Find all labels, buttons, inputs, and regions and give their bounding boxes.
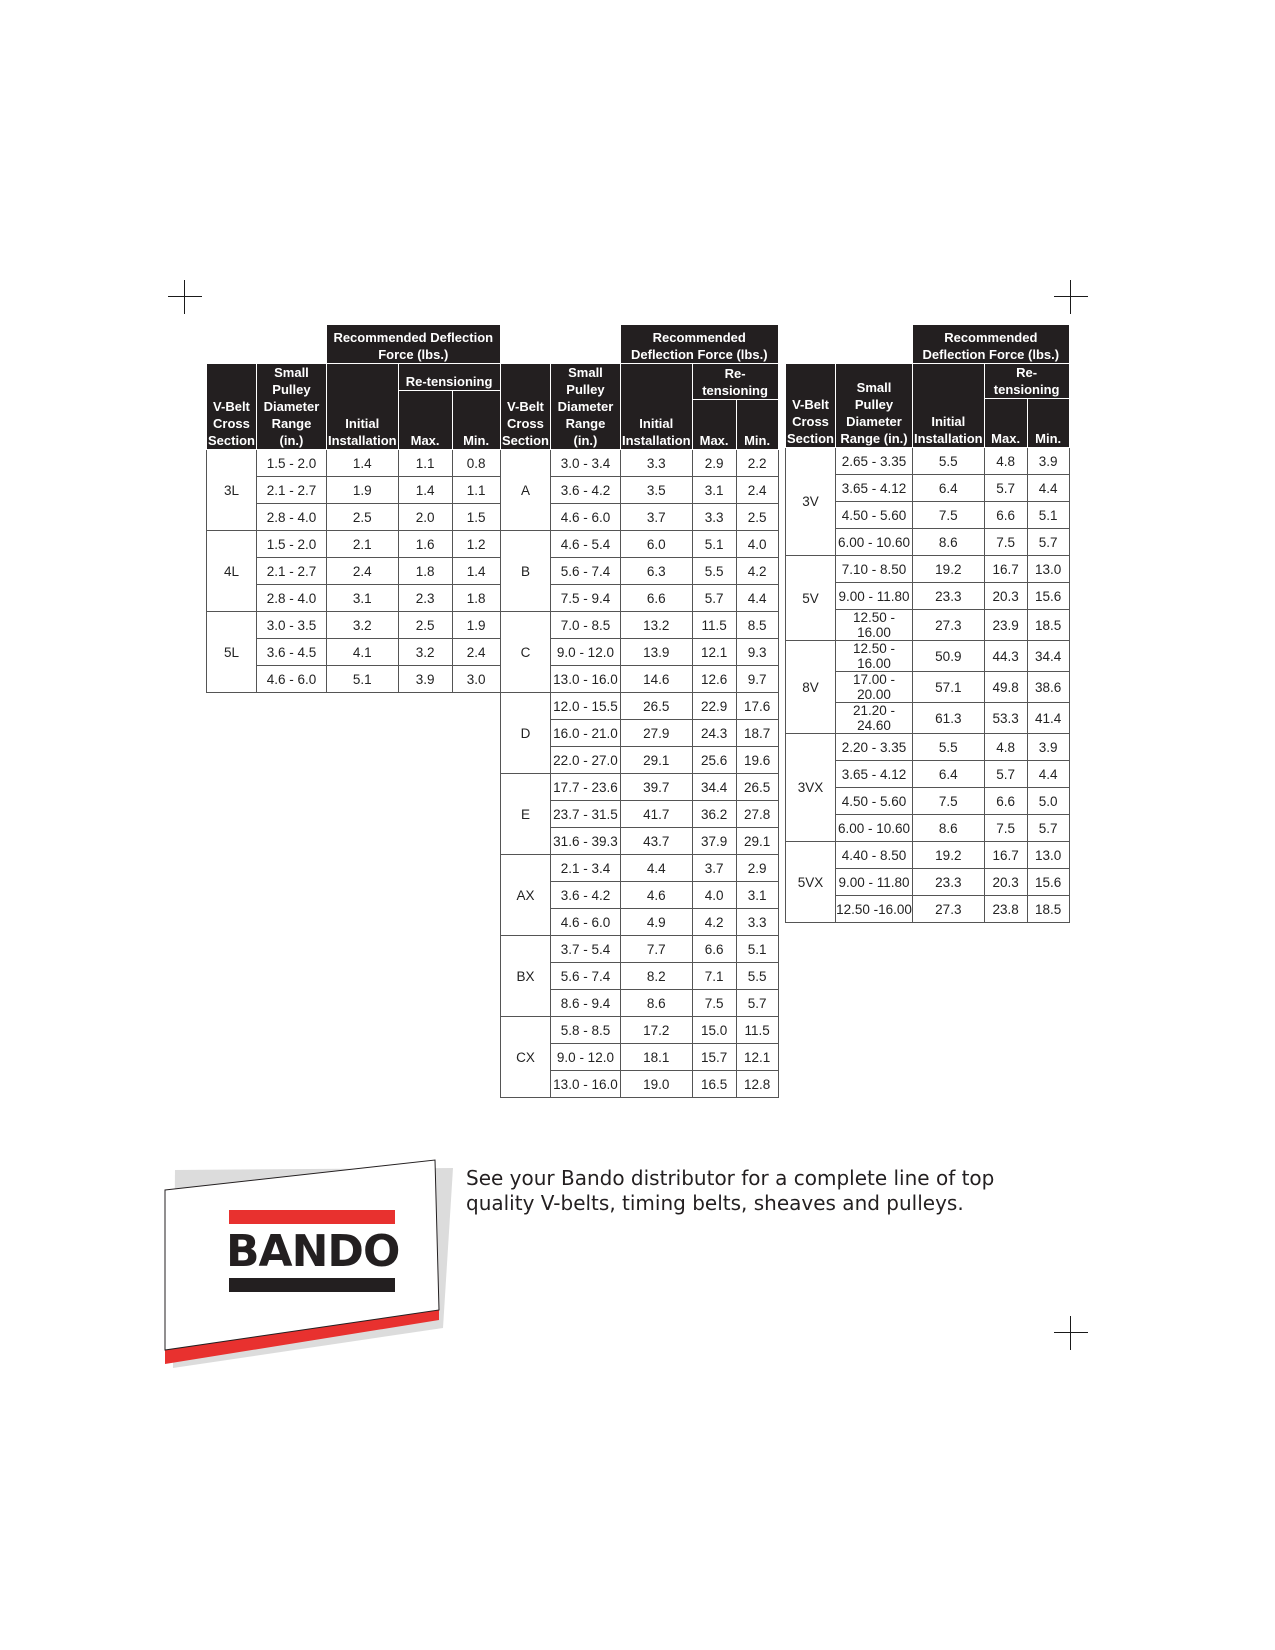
header-min: Min.: [736, 399, 778, 449]
min-force-cell: 29.1: [736, 828, 778, 855]
initial-force-cell: 3.2: [326, 612, 398, 639]
pulley-range-cell: 3.65 - 4.12: [836, 761, 913, 788]
min-force-cell: 38.6: [1027, 672, 1069, 703]
logo-black-bar: [229, 1278, 395, 1292]
table-row: [501, 450, 779, 477]
min-force-cell: 5.7: [1027, 815, 1069, 842]
initial-force-cell: 2.5: [326, 504, 398, 531]
min-force-cell: 1.9: [452, 612, 500, 639]
cross-section-cell: 3L: [207, 450, 257, 531]
header-blank: [786, 325, 913, 364]
max-force-cell: 12.1: [692, 639, 736, 666]
max-force-cell: 6.6: [692, 936, 736, 963]
min-force-cell: 15.6: [1027, 583, 1069, 610]
max-force-cell: 5.7: [692, 585, 736, 612]
pulley-range-cell: 9.0 - 12.0: [550, 1044, 620, 1071]
min-force-cell: 1.5: [452, 504, 500, 531]
max-force-cell: 12.6: [692, 666, 736, 693]
logo-red-bar: [229, 1210, 395, 1224]
initial-force-cell: 6.3: [620, 558, 692, 585]
min-force-cell: 1.2: [452, 531, 500, 558]
header-cross-section: V-Belt Cross Section: [207, 364, 257, 450]
initial-force-cell: 23.3: [913, 583, 985, 610]
pulley-range-cell: 3.0 - 3.5: [256, 612, 326, 639]
max-force-cell: 3.9: [398, 666, 452, 693]
initial-force-cell: 27.3: [913, 610, 985, 641]
deflection-table-narrow: [785, 324, 1070, 923]
header-cross-section: V-Belt Cross Section: [786, 364, 836, 448]
header-retensioning: Re-tensioning: [984, 364, 1069, 399]
header-cross-section: V-Belt Cross Section: [501, 364, 551, 450]
cross-section-cell: 3VX: [786, 734, 836, 842]
pulley-range-cell: 7.5 - 9.4: [550, 585, 620, 612]
min-force-cell: 5.7: [736, 990, 778, 1017]
max-force-cell: 36.2: [692, 801, 736, 828]
min-force-cell: 2.2: [736, 450, 778, 477]
pulley-range-cell: 4.50 - 5.60: [836, 502, 913, 529]
header-pulley-range: Small Pulley Diameter Range (in.): [550, 364, 620, 450]
min-force-cell: 4.2: [736, 558, 778, 585]
max-force-cell: 22.9: [692, 693, 736, 720]
max-force-cell: 3.1: [692, 477, 736, 504]
pulley-range-cell: 9.0 - 12.0: [550, 639, 620, 666]
min-force-cell: 1.8: [452, 585, 500, 612]
max-force-cell: 53.3: [984, 703, 1027, 734]
pulley-range-cell: 12.0 - 15.5: [550, 693, 620, 720]
pulley-range-cell: 3.7 - 5.4: [550, 936, 620, 963]
pulley-range-cell: 2.1 - 2.7: [256, 558, 326, 585]
max-force-cell: 1.8: [398, 558, 452, 585]
min-force-cell: 5.0: [1027, 788, 1069, 815]
header-pulley-range: Small Pulley Diameter Range (in.): [836, 364, 913, 448]
max-force-cell: 7.5: [984, 815, 1027, 842]
min-force-cell: 1.4: [452, 558, 500, 585]
pulley-range-cell: 4.6 - 6.0: [550, 504, 620, 531]
initial-force-cell: 5.5: [913, 448, 985, 475]
table-row: [786, 641, 1070, 672]
pulley-range-cell: 5.8 - 8.5: [550, 1017, 620, 1044]
max-force-cell: 4.8: [984, 734, 1027, 761]
pulley-range-cell: 13.0 - 16.0: [550, 666, 620, 693]
pulley-range-cell: 3.6 - 4.2: [550, 882, 620, 909]
min-force-cell: 5.1: [736, 936, 778, 963]
min-force-cell: 4.0: [736, 531, 778, 558]
max-force-cell: 5.1: [692, 531, 736, 558]
initial-force-cell: 6.0: [620, 531, 692, 558]
min-force-cell: 2.4: [452, 639, 500, 666]
min-force-cell: 18.7: [736, 720, 778, 747]
max-force-cell: 16.7: [984, 842, 1027, 869]
min-force-cell: 15.6: [1027, 869, 1069, 896]
initial-force-cell: 8.6: [620, 990, 692, 1017]
initial-force-cell: 50.9: [913, 641, 985, 672]
pulley-range-cell: 2.20 - 3.35: [836, 734, 913, 761]
max-force-cell: 37.9: [692, 828, 736, 855]
pulley-range-cell: 2.8 - 4.0: [256, 585, 326, 612]
pulley-range-cell: 6.00 - 10.60: [836, 529, 913, 556]
initial-force-cell: 61.3: [913, 703, 985, 734]
cross-section-cell: BX: [501, 936, 551, 1017]
min-force-cell: 41.4: [1027, 703, 1069, 734]
table-row: [501, 612, 779, 639]
deflection-table-classical: [500, 324, 779, 1098]
pulley-range-cell: 2.1 - 3.4: [550, 855, 620, 882]
max-force-cell: 34.4: [692, 774, 736, 801]
max-force-cell: 2.0: [398, 504, 452, 531]
cross-section-cell: 8V: [786, 641, 836, 734]
max-force-cell: 16.5: [692, 1071, 736, 1098]
header-min: Min.: [1027, 399, 1069, 448]
deflection-force-table: [785, 324, 1070, 923]
bando-logo-card: [163, 1158, 463, 1378]
pulley-range-cell: 3.65 - 4.12: [836, 475, 913, 502]
cross-section-cell: CX: [501, 1017, 551, 1098]
min-force-cell: 9.7: [736, 666, 778, 693]
table-row: [501, 855, 779, 882]
initial-force-cell: 7.5: [913, 788, 985, 815]
pulley-range-cell: 12.50 -16.00: [836, 896, 913, 923]
table-row: [501, 936, 779, 963]
initial-force-cell: 3.1: [326, 585, 398, 612]
initial-force-cell: 4.9: [620, 909, 692, 936]
min-force-cell: 3.9: [1027, 448, 1069, 475]
min-force-cell: 18.5: [1027, 610, 1069, 641]
initial-force-cell: 8.6: [913, 529, 985, 556]
cross-section-cell: 5VX: [786, 842, 836, 923]
header-blank: [501, 325, 621, 364]
max-force-cell: 23.9: [984, 610, 1027, 641]
initial-force-cell: 2.1: [326, 531, 398, 558]
deflection-force-table: [500, 324, 779, 1098]
max-force-cell: 20.3: [984, 869, 1027, 896]
max-force-cell: 4.2: [692, 909, 736, 936]
pulley-range-cell: 4.40 - 8.50: [836, 842, 913, 869]
initial-force-cell: 27.9: [620, 720, 692, 747]
max-force-cell: 7.1: [692, 963, 736, 990]
crop-mark-top-left: [168, 280, 202, 314]
pulley-range-cell: 21.20 - 24.60: [836, 703, 913, 734]
pulley-range-cell: 2.1 - 2.7: [256, 477, 326, 504]
pulley-range-cell: 4.50 - 5.60: [836, 788, 913, 815]
table-row: [786, 842, 1070, 869]
header-min: Min.: [452, 391, 500, 450]
initial-force-cell: 7.7: [620, 936, 692, 963]
crop-mark-bottom-right: [1054, 1316, 1088, 1350]
max-force-cell: 3.3: [692, 504, 736, 531]
initial-force-cell: 4.1: [326, 639, 398, 666]
max-force-cell: 44.3: [984, 641, 1027, 672]
initial-force-cell: 3.5: [620, 477, 692, 504]
min-force-cell: 27.8: [736, 801, 778, 828]
max-force-cell: 23.8: [984, 896, 1027, 923]
max-force-cell: 3.2: [398, 639, 452, 666]
min-force-cell: 3.3: [736, 909, 778, 936]
cross-section-cell: AX: [501, 855, 551, 936]
pulley-range-cell: 3.6 - 4.2: [550, 477, 620, 504]
min-force-cell: 3.0: [452, 666, 500, 693]
initial-force-cell: 39.7: [620, 774, 692, 801]
initial-force-cell: 6.4: [913, 761, 985, 788]
table-row: [786, 448, 1070, 475]
max-force-cell: 11.5: [692, 612, 736, 639]
max-force-cell: 16.7: [984, 556, 1027, 583]
max-force-cell: 3.7: [692, 855, 736, 882]
max-force-cell: 7.5: [692, 990, 736, 1017]
deflection-force-table: [206, 324, 501, 693]
initial-force-cell: 17.2: [620, 1017, 692, 1044]
pulley-range-cell: 5.6 - 7.4: [550, 963, 620, 990]
max-force-cell: 1.6: [398, 531, 452, 558]
max-force-cell: 2.9: [692, 450, 736, 477]
pulley-range-cell: 8.6 - 9.4: [550, 990, 620, 1017]
pulley-range-cell: 5.6 - 7.4: [550, 558, 620, 585]
pulley-range-cell: 4.6 - 6.0: [550, 909, 620, 936]
min-force-cell: 2.9: [736, 855, 778, 882]
pulley-range-cell: 13.0 - 16.0: [550, 1071, 620, 1098]
deflection-table-light-duty: [206, 324, 501, 693]
header-deflection-force: Recommended Deflection Force (lbs.): [326, 325, 500, 364]
initial-force-cell: 4.4: [620, 855, 692, 882]
header-retensioning: Re-tensioning: [398, 364, 500, 391]
initial-force-cell: 3.3: [620, 450, 692, 477]
initial-force-cell: 13.2: [620, 612, 692, 639]
min-force-cell: 5.1: [1027, 502, 1069, 529]
min-force-cell: 4.4: [1027, 761, 1069, 788]
header-max: Max.: [984, 399, 1027, 448]
distributor-tagline: See your Bando distributor for a complete line of top quality V-belts, timing belts, sheaves and pulleys.: [466, 1166, 995, 1215]
min-force-cell: 9.3: [736, 639, 778, 666]
pulley-range-cell: 16.0 - 21.0: [550, 720, 620, 747]
min-force-cell: 13.0: [1027, 842, 1069, 869]
table-row: [501, 774, 779, 801]
pulley-range-cell: 17.7 - 23.6: [550, 774, 620, 801]
initial-force-cell: 6.6: [620, 585, 692, 612]
pulley-range-cell: 4.6 - 5.4: [550, 531, 620, 558]
initial-force-cell: 18.1: [620, 1044, 692, 1071]
header-initial-installation: Initial Installation: [620, 364, 692, 450]
min-force-cell: 12.8: [736, 1071, 778, 1098]
cross-section-cell: A: [501, 450, 551, 531]
initial-force-cell: 4.6: [620, 882, 692, 909]
initial-force-cell: 27.3: [913, 896, 985, 923]
min-force-cell: 4.4: [736, 585, 778, 612]
header-blank: [207, 325, 327, 364]
min-force-cell: 8.5: [736, 612, 778, 639]
initial-force-cell: 8.2: [620, 963, 692, 990]
initial-force-cell: 2.4: [326, 558, 398, 585]
max-force-cell: 2.5: [398, 612, 452, 639]
initial-force-cell: 3.7: [620, 504, 692, 531]
initial-force-cell: 7.5: [913, 502, 985, 529]
pulley-range-cell: 6.00 - 10.60: [836, 815, 913, 842]
initial-force-cell: 5.5: [913, 734, 985, 761]
header-initial-installation: Initial Installation: [913, 364, 985, 448]
min-force-cell: 18.5: [1027, 896, 1069, 923]
pulley-range-cell: 1.5 - 2.0: [256, 450, 326, 477]
pulley-range-cell: 9.00 - 11.80: [836, 869, 913, 896]
pulley-range-cell: 7.0 - 8.5: [550, 612, 620, 639]
max-force-cell: 15.7: [692, 1044, 736, 1071]
min-force-cell: 11.5: [736, 1017, 778, 1044]
cross-section-cell: 4L: [207, 531, 257, 612]
cross-section-cell: 5V: [786, 556, 836, 641]
header-deflection-force: Recommended Deflection Force (lbs.): [913, 325, 1070, 364]
min-force-cell: 2.4: [736, 477, 778, 504]
pulley-range-cell: 3.6 - 4.5: [256, 639, 326, 666]
initial-force-cell: 29.1: [620, 747, 692, 774]
initial-force-cell: 19.2: [913, 842, 985, 869]
crop-mark-top-right: [1054, 280, 1088, 314]
min-force-cell: 1.1: [452, 477, 500, 504]
max-force-cell: 4.8: [984, 448, 1027, 475]
min-force-cell: 4.4: [1027, 475, 1069, 502]
max-force-cell: 24.3: [692, 720, 736, 747]
max-force-cell: 5.7: [984, 475, 1027, 502]
header-max: Max.: [398, 391, 452, 450]
pulley-range-cell: 3.0 - 3.4: [550, 450, 620, 477]
initial-force-cell: 14.6: [620, 666, 692, 693]
min-force-cell: 5.5: [736, 963, 778, 990]
cross-section-cell: 5L: [207, 612, 257, 693]
min-force-cell: 13.0: [1027, 556, 1069, 583]
min-force-cell: 34.4: [1027, 641, 1069, 672]
initial-force-cell: 8.6: [913, 815, 985, 842]
initial-force-cell: 43.7: [620, 828, 692, 855]
min-force-cell: 3.9: [1027, 734, 1069, 761]
cross-section-cell: 3V: [786, 448, 836, 556]
table-row: [501, 1017, 779, 1044]
initial-force-cell: 41.7: [620, 801, 692, 828]
max-force-cell: 4.0: [692, 882, 736, 909]
cross-section-cell: E: [501, 774, 551, 855]
header-retensioning: Re-tensioning: [692, 364, 778, 400]
cross-section-cell: D: [501, 693, 551, 774]
min-force-cell: 26.5: [736, 774, 778, 801]
table-row: [207, 531, 501, 558]
pulley-range-cell: 12.50 - 16.00: [836, 641, 913, 672]
pulley-range-cell: 31.6 - 39.3: [550, 828, 620, 855]
min-force-cell: 5.7: [1027, 529, 1069, 556]
initial-force-cell: 6.4: [913, 475, 985, 502]
cross-section-cell: C: [501, 612, 551, 693]
max-force-cell: 49.8: [984, 672, 1027, 703]
initial-force-cell: 57.1: [913, 672, 985, 703]
initial-force-cell: 19.0: [620, 1071, 692, 1098]
pulley-range-cell: 4.6 - 6.0: [256, 666, 326, 693]
initial-force-cell: 5.1: [326, 666, 398, 693]
pulley-range-cell: 9.00 - 11.80: [836, 583, 913, 610]
table-row: [786, 556, 1070, 583]
max-force-cell: 1.1: [398, 450, 452, 477]
max-force-cell: 1.4: [398, 477, 452, 504]
table-row: [207, 450, 501, 477]
max-force-cell: 15.0: [692, 1017, 736, 1044]
min-force-cell: 0.8: [452, 450, 500, 477]
bando-logo-wordmark: BANDO: [226, 1226, 400, 1277]
max-force-cell: 5.5: [692, 558, 736, 585]
header-pulley-range: Small Pulley Diameter Range (in.): [256, 364, 326, 450]
pulley-range-cell: 12.50 - 16.00: [836, 610, 913, 641]
pulley-range-cell: 7.10 - 8.50: [836, 556, 913, 583]
initial-force-cell: 13.9: [620, 639, 692, 666]
header-max: Max.: [692, 399, 736, 449]
table-row: [786, 734, 1070, 761]
pulley-range-cell: 1.5 - 2.0: [256, 531, 326, 558]
header-deflection-force: Recommended Deflection Force (lbs.): [620, 325, 778, 364]
initial-force-cell: 19.2: [913, 556, 985, 583]
table-row: [501, 531, 779, 558]
max-force-cell: 2.3: [398, 585, 452, 612]
initial-force-cell: 1.9: [326, 477, 398, 504]
pulley-range-cell: 2.65 - 3.35: [836, 448, 913, 475]
pulley-range-cell: 17.00 - 20.00: [836, 672, 913, 703]
table-row: [501, 693, 779, 720]
min-force-cell: 19.6: [736, 747, 778, 774]
max-force-cell: 20.3: [984, 583, 1027, 610]
cross-section-cell: B: [501, 531, 551, 612]
max-force-cell: 25.6: [692, 747, 736, 774]
initial-force-cell: 26.5: [620, 693, 692, 720]
min-force-cell: 3.1: [736, 882, 778, 909]
pulley-range-cell: 22.0 - 27.0: [550, 747, 620, 774]
initial-force-cell: 23.3: [913, 869, 985, 896]
max-force-cell: 6.6: [984, 502, 1027, 529]
max-force-cell: 5.7: [984, 761, 1027, 788]
table-row: [207, 612, 501, 639]
max-force-cell: 6.6: [984, 788, 1027, 815]
pulley-range-cell: 23.7 - 31.5: [550, 801, 620, 828]
initial-force-cell: 1.4: [326, 450, 398, 477]
header-initial-installation: Initial Installation: [326, 364, 398, 450]
min-force-cell: 2.5: [736, 504, 778, 531]
min-force-cell: 17.6: [736, 693, 778, 720]
pulley-range-cell: 2.8 - 4.0: [256, 504, 326, 531]
max-force-cell: 7.5: [984, 529, 1027, 556]
min-force-cell: 12.1: [736, 1044, 778, 1071]
